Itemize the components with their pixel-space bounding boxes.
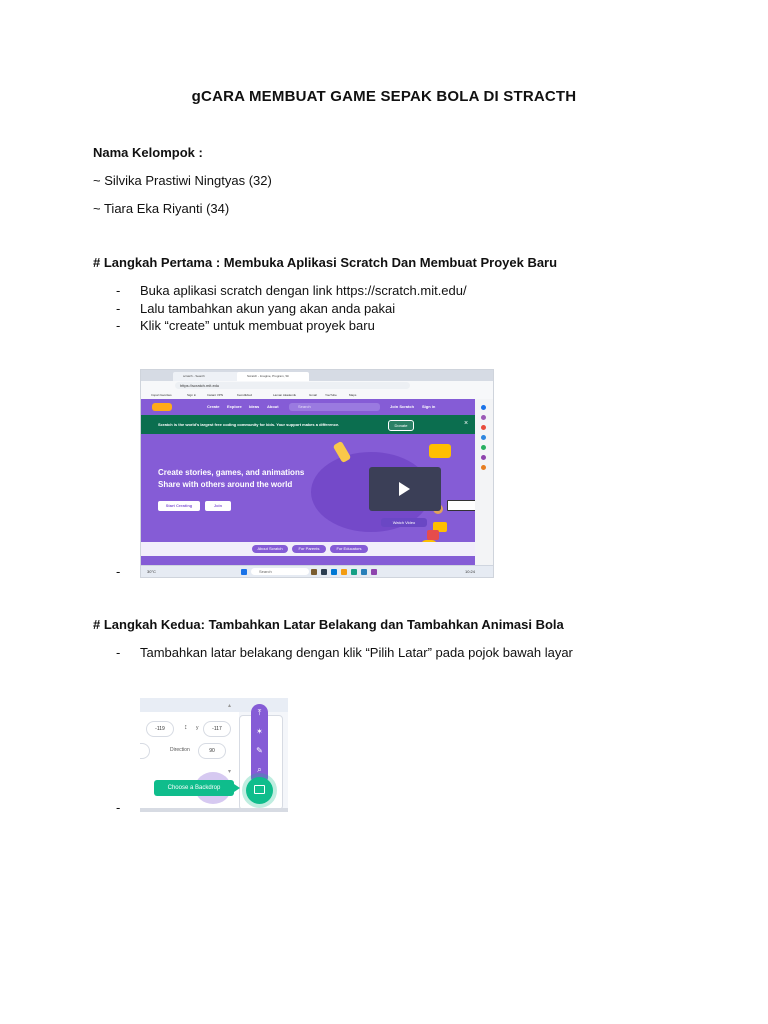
- nav-ideas: Ideas: [249, 404, 260, 409]
- bullet-dash: -: [116, 800, 121, 815]
- donation-banner: [141, 415, 475, 434]
- bookmark: YouTube: [325, 393, 337, 397]
- chevron-down-icon: ▾: [228, 769, 232, 775]
- vertical-arrow-icon: ↕: [184, 724, 188, 731]
- step1-bullet-3: Klik “create” untuk membuat proyek baru: [140, 318, 375, 333]
- scratch-nav-bar: [141, 399, 475, 415]
- group-member-2: ~ Tiara Eka Riyanti (34): [93, 201, 230, 216]
- tooltip-arrow: [234, 784, 240, 792]
- nav-signin: Sign in: [422, 404, 436, 409]
- step1-bullet-2: Lalu tambahkan akun yang akan anda pakai: [140, 301, 396, 316]
- direction-label: Direction: [170, 747, 190, 753]
- bullet-dash: -: [116, 645, 121, 660]
- group-label: Nama Kelompok :: [93, 145, 203, 160]
- scratch-logo-icon: [152, 403, 172, 411]
- windows-start-icon: [241, 569, 247, 575]
- hero-line-1: Create stories, games, and animations: [158, 468, 305, 477]
- sidebar-icon: [481, 405, 486, 410]
- bookmark: Instant VPN: [207, 393, 224, 397]
- sidebar-icon: [481, 425, 486, 430]
- surprise-icon: ✶: [256, 727, 263, 736]
- watch-video-button: Watch Video: [381, 518, 427, 527]
- taskbar-icon: [321, 569, 327, 575]
- hero-line-2: Share with others around the world: [158, 480, 293, 489]
- document-title: gCARA MEMBUAT GAME SEPAK BOLA DI STRACTH: [191, 88, 577, 105]
- choose-backdrop-tooltip: Choose a Backdrop: [154, 780, 234, 796]
- bookmark: Kemdikbud: [237, 393, 253, 397]
- bookmark: Sign in: [187, 393, 197, 397]
- decor-tile: [429, 444, 451, 458]
- sidebar-icon: [481, 445, 486, 450]
- bookmark: Laman Akademik: [273, 393, 297, 397]
- paint-icon: ✎: [256, 746, 263, 755]
- about-scratch-button: About Scratch: [252, 545, 288, 553]
- choose-backdrop-button: [246, 777, 273, 804]
- nav-join: Join Scratch: [390, 404, 415, 409]
- panel-bottom-edge: [140, 808, 288, 812]
- backdrop-menu: [251, 704, 268, 786]
- keyboard-icon: [447, 500, 475, 511]
- search-icon: ⌕: [257, 765, 262, 774]
- bookmark: Gmail: [309, 393, 317, 397]
- taskbar-search: Search: [251, 568, 309, 575]
- y-value-field: -117: [203, 721, 231, 737]
- scratch-search-box: Search: [289, 403, 380, 411]
- nav-explore: Explore: [227, 404, 242, 409]
- sidebar-icon: [481, 455, 486, 460]
- hero-headline: [158, 467, 304, 491]
- start-creating-button: Start Creating: [158, 501, 200, 511]
- direction-field: 90: [198, 743, 226, 759]
- clock-text: 10:24: [465, 569, 476, 574]
- step1-heading: # Langkah Pertama : Membuka Aplikasi Scratch Dan Membuat Proyek Baru: [93, 255, 558, 270]
- upload-icon: ⤒: [257, 708, 262, 717]
- step2-heading: # Langkah Kedua: Tambahkan Latar Belakang dan Tambahkan Animasi Bola: [93, 617, 564, 632]
- taskbar-icon: [341, 569, 347, 575]
- url-field: https://scratch.mit.edu: [175, 382, 410, 389]
- scratch-homepage-screenshot: [140, 369, 494, 578]
- taskbar-icon: [311, 569, 317, 575]
- banner-text: Scratch is the world's largest free coding community for kids. Your support makes a difference.: [158, 422, 340, 427]
- bullet-dash: -: [116, 564, 121, 579]
- donate-button: Donate: [388, 420, 414, 431]
- size-field: [140, 743, 150, 759]
- taskbar-icon: [351, 569, 357, 575]
- bookmark: Import favorites: [151, 393, 172, 397]
- bookmark: Maps: [349, 393, 357, 397]
- chevron-up-icon: ▴: [228, 703, 232, 709]
- bullet-dash: -: [116, 283, 121, 298]
- sidebar-icon: [481, 435, 486, 440]
- browser-address-bar: [141, 381, 493, 391]
- nav-create: Create: [207, 404, 220, 409]
- weather-text: 30°C: [147, 569, 156, 574]
- x-value-field: -119: [146, 721, 174, 737]
- step2-bullet-1: Tambahkan latar belakang dengan klik “Pilih Latar” pada pojok bawah layar: [140, 645, 573, 660]
- bullet-dash: -: [116, 318, 121, 333]
- video-player: [369, 467, 441, 511]
- browser-tab: scratch - Search: [173, 372, 243, 381]
- bullet-dash: -: [116, 301, 121, 316]
- sidebar-icon: [481, 415, 486, 420]
- windows-taskbar: [141, 565, 493, 578]
- group-member-1: ~ Silvika Prastiwi Ningtyas (32): [93, 173, 272, 188]
- audience-buttons: [141, 542, 475, 556]
- taskbar-icon: [371, 569, 377, 575]
- join-button: Join: [205, 501, 231, 511]
- for-educators-button: For Educators: [330, 545, 368, 553]
- nav-about: About: [267, 404, 279, 409]
- choose-backdrop-screenshot: [140, 698, 288, 812]
- taskbar-icon: [361, 569, 367, 575]
- y-label: y: [196, 725, 199, 731]
- taskbar-icon: [331, 569, 337, 575]
- play-icon: [399, 482, 410, 496]
- browser-tab-active: Scratch - Imagine, Program, Sh: [237, 372, 309, 381]
- for-parents-button: For Parents: [292, 545, 326, 553]
- decor-tile: [427, 530, 439, 540]
- sidebar-icon: [481, 465, 486, 470]
- backdrop-image-icon: [254, 785, 265, 794]
- browser-sidebar: [475, 399, 493, 565]
- close-icon: ×: [464, 420, 469, 427]
- browser-tab-strip: [141, 370, 493, 381]
- step1-bullet-1: Buka aplikasi scratch dengan link https://scratch.mit.edu/: [140, 283, 467, 298]
